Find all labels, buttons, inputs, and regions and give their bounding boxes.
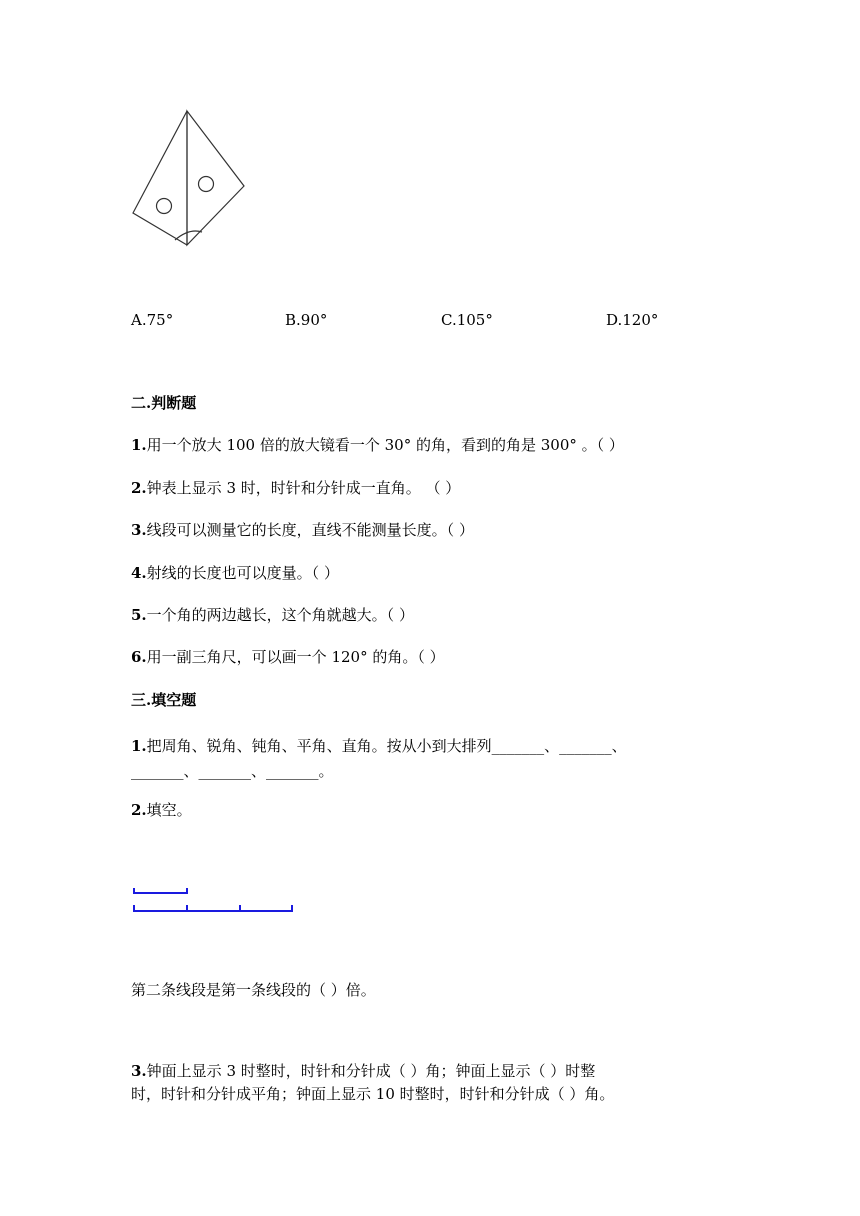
second-segment: [134, 905, 292, 912]
fill-q1-line2: _______、_______、_______。: [131, 762, 334, 780]
judge-item-5: 5.一个角的两边越长，这个角就越大。（ ）: [131, 606, 414, 624]
fill-q2-caption: 第二条线段是第一条线段的（ ）倍。: [131, 981, 376, 999]
choice-a: A.75°: [131, 311, 174, 329]
choice-d: D.120°: [606, 311, 659, 329]
section3-title: 三.填空题: [131, 691, 197, 709]
section2-title: 二.判断题: [131, 394, 197, 412]
angle-arc: [175, 231, 202, 240]
left-set-square: [133, 111, 187, 245]
line-segments-figure: [130, 884, 300, 918]
first-segment: [134, 888, 187, 894]
left-ruler-hole: [157, 199, 172, 214]
choice-b: B.90°: [285, 311, 328, 329]
fill-q3-line2: 时，时针和分针成平角；钟面上显示 10 时整时，时针和分针成（ ）角。: [131, 1085, 615, 1103]
judge-item-6: 6.用一副三角尺，可以画一个 120° 的角。（ ）: [131, 648, 445, 666]
judge-item-4: 4.射线的长度也可以度量。（ ）: [131, 564, 339, 582]
fill-q3-line1: 3.钟面上显示 3 时整时，时针和分针成（ ）角；钟面上显示（ ）时整: [131, 1062, 596, 1080]
judge-item-2: 2.钟表上显示 3 时，时针和分针成一直角。 （ ）: [131, 479, 461, 497]
judge-item-1: 1.用一个放大 100 倍的放大镜看一个 30° 的角，看到的角是 300° 。（ ）: [131, 436, 624, 454]
choice-c: C.105°: [441, 311, 493, 329]
fill-q1-line1: 1.把周角、锐角、钝角、平角、直角。按从小到大排列_______、_______、: [131, 737, 627, 755]
fill-q2: 2.填空。: [131, 801, 192, 819]
judge-item-3: 3.线段可以测量它的长度，直线不能测量长度。（ ）: [131, 521, 474, 539]
right-ruler-hole: [199, 177, 214, 192]
right-set-square: [187, 111, 244, 245]
triangle-rulers-figure: [125, 105, 255, 250]
